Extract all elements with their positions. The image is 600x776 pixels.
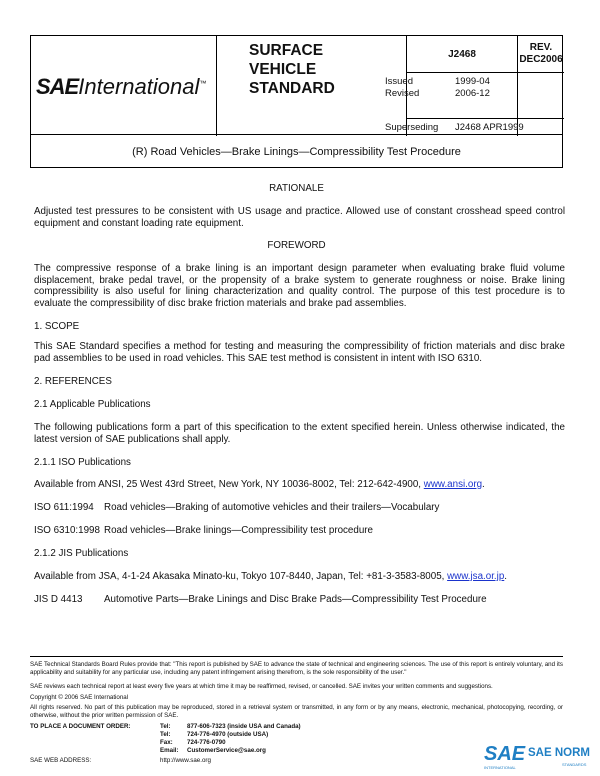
iso-6310-number: ISO 6310:1998: [34, 525, 100, 536]
jis-availability: [34, 571, 507, 583]
standard-type-title: [249, 41, 335, 98]
footer-review: SAE reviews each technical report at least every five years at which time it may be reaffirmed, revised, or cancelled. SAE invites your written comments and suggestions.: [30, 683, 493, 690]
revision-label: [518, 36, 564, 73]
watermark-norm-text: SAE NORM: [528, 747, 590, 759]
rev-label-line-2: DEC2006: [519, 54, 563, 65]
logo-international: International: [78, 74, 200, 99]
iso-611-reference: [34, 502, 439, 514]
section-1-text: This SAE Standard specifies a method for testing and measuring the compressibility of friction materials and disc brake pad assemblies to be used in road vehicles. This SAE test method is consistent in intent with ISO 6310.: [34, 341, 565, 364]
section-2-1-text: The following publications form a part of this specification to the extent specified herein. Unless otherwise indicated, the latest version of SAE publications shall apply.: [34, 422, 565, 445]
email-value[interactable]: CustomerService@sae.org: [187, 747, 266, 754]
logo-cell: [31, 36, 217, 136]
rationale-text: Adjusted test pressures to be consistent with US usage and practice. Allowed use of constant crosshead speed control equipment and constant loading rate equipment.: [34, 206, 565, 229]
footer-copyright: Copyright © 2006 SAE International: [30, 694, 129, 701]
sae-international-logo: [36, 74, 206, 100]
foreword-heading: FOREWORD: [267, 240, 326, 251]
issued-label: Issued: [385, 76, 413, 87]
rev-label-line-1: REV.: [529, 42, 553, 53]
iso-611-title: Road vehicles—Braking of automotive vehicles and their trailers—Vocabulary: [104, 502, 440, 513]
revision-cell: [518, 36, 564, 136]
footer-divider: [30, 656, 563, 657]
section-2-1-heading: 2.1 Applicable Publications: [34, 399, 151, 410]
email-label: Email:: [160, 747, 179, 754]
ansi-link[interactable]: www.ansi.org: [423, 479, 483, 490]
revised-label: Revised: [385, 88, 420, 99]
section-2-1-1-heading: 2.1.1 ISO Publications: [34, 457, 131, 468]
logo-sae: SAE: [36, 74, 79, 99]
foreword-text: The compressive response of a brake lining is an important design parameter when evaluating brake fluid volume displacement, brake pedal travel, or the propensity of a brake system to generate roughness or noise. Brake lining compressibility is also useful for lining characterization and quality control. The purpose of this test procedure is to evaluate the compressibility of disc brake friction materials and brake pad assemblies.: [34, 263, 565, 309]
iso-availability-text: Available from ANSI, 25 West 43rd Street, New York, NY 10036-8002, Tel: 212-642-4900,: [34, 479, 424, 490]
title-line-3: STANDARD: [249, 80, 335, 97]
title-line-1: SURFACE: [249, 42, 324, 59]
superseding-value: J2468 APR1999: [455, 122, 524, 133]
fax-value: 724-776-0790: [187, 739, 226, 746]
web-label: SAE WEB ADDRESS:: [30, 757, 92, 764]
doc-number: J2468: [407, 36, 517, 73]
jis-number: JIS D 4413: [34, 594, 83, 605]
section-2-1-2-heading: 2.1.2 JIS Publications: [34, 548, 129, 559]
jis-title: Automotive Parts—Brake Linings and Disc Brake Pads—Compressibility Test Procedure: [104, 594, 487, 605]
watermark-sae-text: SAE: [484, 743, 526, 765]
tel2-value: 724-776-4970 (outside USA): [187, 731, 269, 738]
title-line-2: VEHICLE: [249, 61, 317, 78]
jis-availability-text: Available from JSA, 4-1-24 Akasaka Minato-ku, Tokyo 107-8440, Japan, Tel: +81-3-3583-8005,: [34, 571, 448, 582]
title-cell: [217, 36, 407, 136]
footer-rights: All rights reserved. No part of this publication may be reproduced, stored in a retrieval system or transmitted, in any form or by any means, electronic, mechanical, photocopying, recording, or otherwise, without the prior written permission of SAE.: [30, 704, 563, 719]
iso-availability-end: .: [482, 479, 485, 490]
logo-tm: ™: [199, 80, 207, 88]
sae-norm-watermark: [484, 741, 596, 771]
section-2-heading: 2. REFERENCES: [34, 376, 112, 387]
superseding-label: Superseding: [385, 122, 439, 133]
header-box: [30, 35, 563, 135]
iso-availability: [34, 479, 485, 491]
watermark-sub1-text: INTERNATIONAL: [484, 765, 516, 770]
watermark-sub2-text: STANDARDS: [562, 762, 587, 767]
jis-availability-end: .: [504, 571, 507, 582]
fax-label: Fax:: [160, 739, 173, 746]
jsa-link[interactable]: www.jsa.or.jp: [447, 571, 505, 582]
rationale-heading: RATIONALE: [269, 183, 324, 194]
tel2-label: Tel:: [160, 731, 171, 738]
footer-rules: SAE Technical Standards Board Rules provide that: "This report is published by SAE to advance the state of technical and engineering sciences. The use of this report is entirely voluntary, and its applicability and suitability for any particular use, including any patent infringement arising therefrom, is the sole responsibility of the user.": [30, 661, 563, 676]
document-title: (R) Road Vehicles—Brake Linings—Compressibility Test Procedure: [30, 135, 563, 168]
section-1-heading: 1. SCOPE: [34, 321, 80, 332]
order-label: TO PLACE A DOCUMENT ORDER:: [30, 723, 131, 730]
iso-611-number: ISO 611:1994: [34, 502, 94, 513]
iso-6310-title: Road vehicles—Brake linings—Compressibility test procedure: [104, 525, 373, 536]
superseding-divider: [407, 118, 564, 119]
tel-label: Tel:: [160, 723, 171, 730]
issued-value: 1999-04: [455, 76, 490, 87]
web-value[interactable]: http://www.sae.org: [160, 757, 211, 764]
tel-value: 877-606-7323 (inside USA and Canada): [187, 723, 301, 730]
revised-value: 2006-12: [455, 88, 490, 99]
jis-d-4413-reference: [34, 594, 487, 606]
iso-6310-reference: [34, 525, 373, 537]
